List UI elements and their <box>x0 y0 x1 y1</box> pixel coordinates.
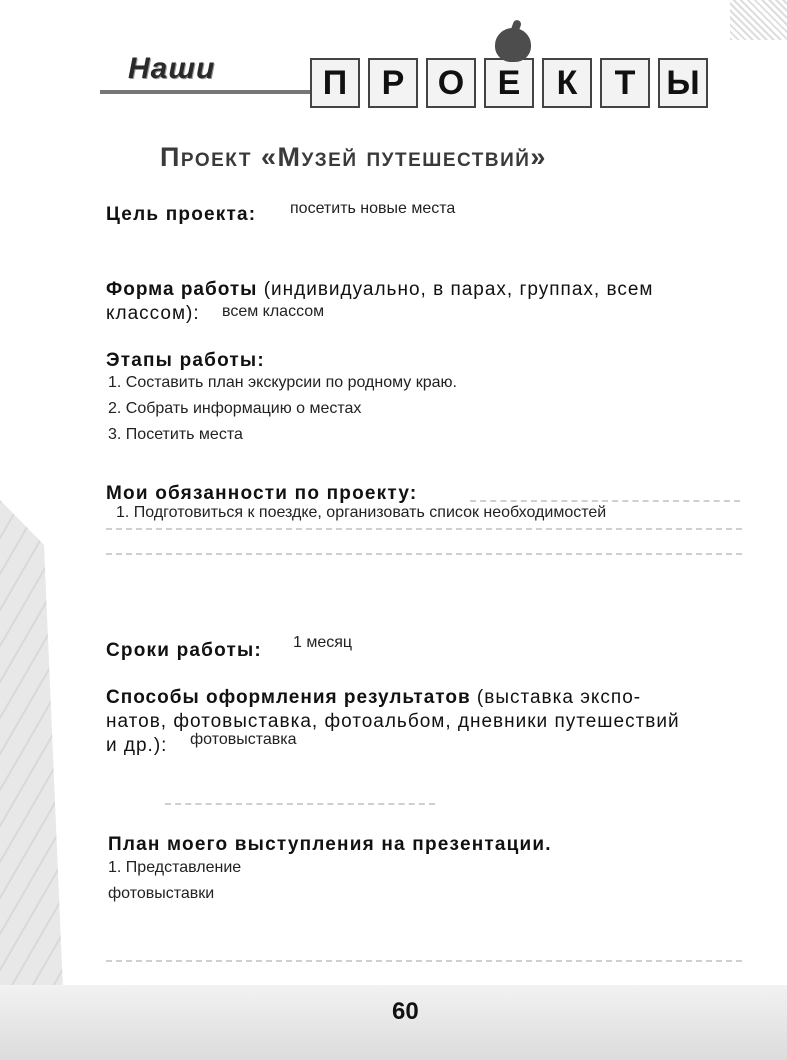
form-label: Форма работы <box>106 279 258 300</box>
header-letter: О <box>426 58 476 108</box>
stage-item-3[interactable]: 3. Посетить места <box>108 426 243 443</box>
header-title-letters <box>310 46 750 102</box>
header-underline <box>100 90 330 94</box>
terms-label: Сроки работы: <box>106 640 262 661</box>
form-paragraph <box>106 278 742 302</box>
goal-label: Цель проекта: <box>106 204 257 225</box>
header-letter: П <box>310 58 360 108</box>
results-answer[interactable]: фотовыставка <box>190 731 297 748</box>
duties-answer[interactable]: 1. Подготовиться к поездке, организовать список необходимостей <box>116 504 607 521</box>
header-letter: Т <box>600 58 650 108</box>
results-paragraph-line1 <box>106 686 744 710</box>
plan-label: План моего выступления на презентации. <box>108 834 552 855</box>
header-pre-title: Наши <box>128 52 216 85</box>
header-letter: К <box>542 58 592 108</box>
writing-line <box>106 528 742 530</box>
stages-label: Этапы работы: <box>106 350 265 371</box>
goal-answer[interactable]: посетить новые места <box>290 200 456 217</box>
writing-line <box>470 500 740 502</box>
stage-item-2[interactable]: 2. Собрать информацию о местах <box>108 400 362 417</box>
header-letter: Ы <box>658 58 708 108</box>
header-banner <box>100 28 750 106</box>
results-hint-line3: и др.): <box>106 735 168 756</box>
results-hint-line1: (выставка экспо- <box>476 687 642 708</box>
writing-line <box>106 553 742 555</box>
plan-answer-line2[interactable]: фотовыставки <box>108 885 215 902</box>
writing-line <box>165 803 435 805</box>
results-hint-line2: натов, фотовыставка, фотоальбом, дневники путешествий <box>106 711 680 732</box>
form-hint-line2: классом): <box>106 303 200 324</box>
header-letter: Е <box>484 58 534 108</box>
stage-item-1[interactable]: 1. Составить план экскурсии по родному краю. <box>108 374 457 391</box>
form-answer[interactable]: всем классом <box>222 303 325 320</box>
results-label: Способы оформления результатов <box>106 687 471 708</box>
terms-answer[interactable]: 1 месяц <box>293 634 353 651</box>
page-number: 60 <box>392 998 419 1025</box>
header-letter: Р <box>368 58 418 108</box>
form-hint-line1: (индивидуально, в парах, группах, всем <box>263 279 654 300</box>
duties-label: Мои обязанности по проекту: <box>106 483 418 504</box>
page-title: Проект «Музей путешествий» <box>160 142 547 172</box>
plan-answer-line1[interactable]: 1. Представление <box>108 859 242 876</box>
writing-line <box>106 960 742 962</box>
background-paper-left <box>0 500 110 1060</box>
